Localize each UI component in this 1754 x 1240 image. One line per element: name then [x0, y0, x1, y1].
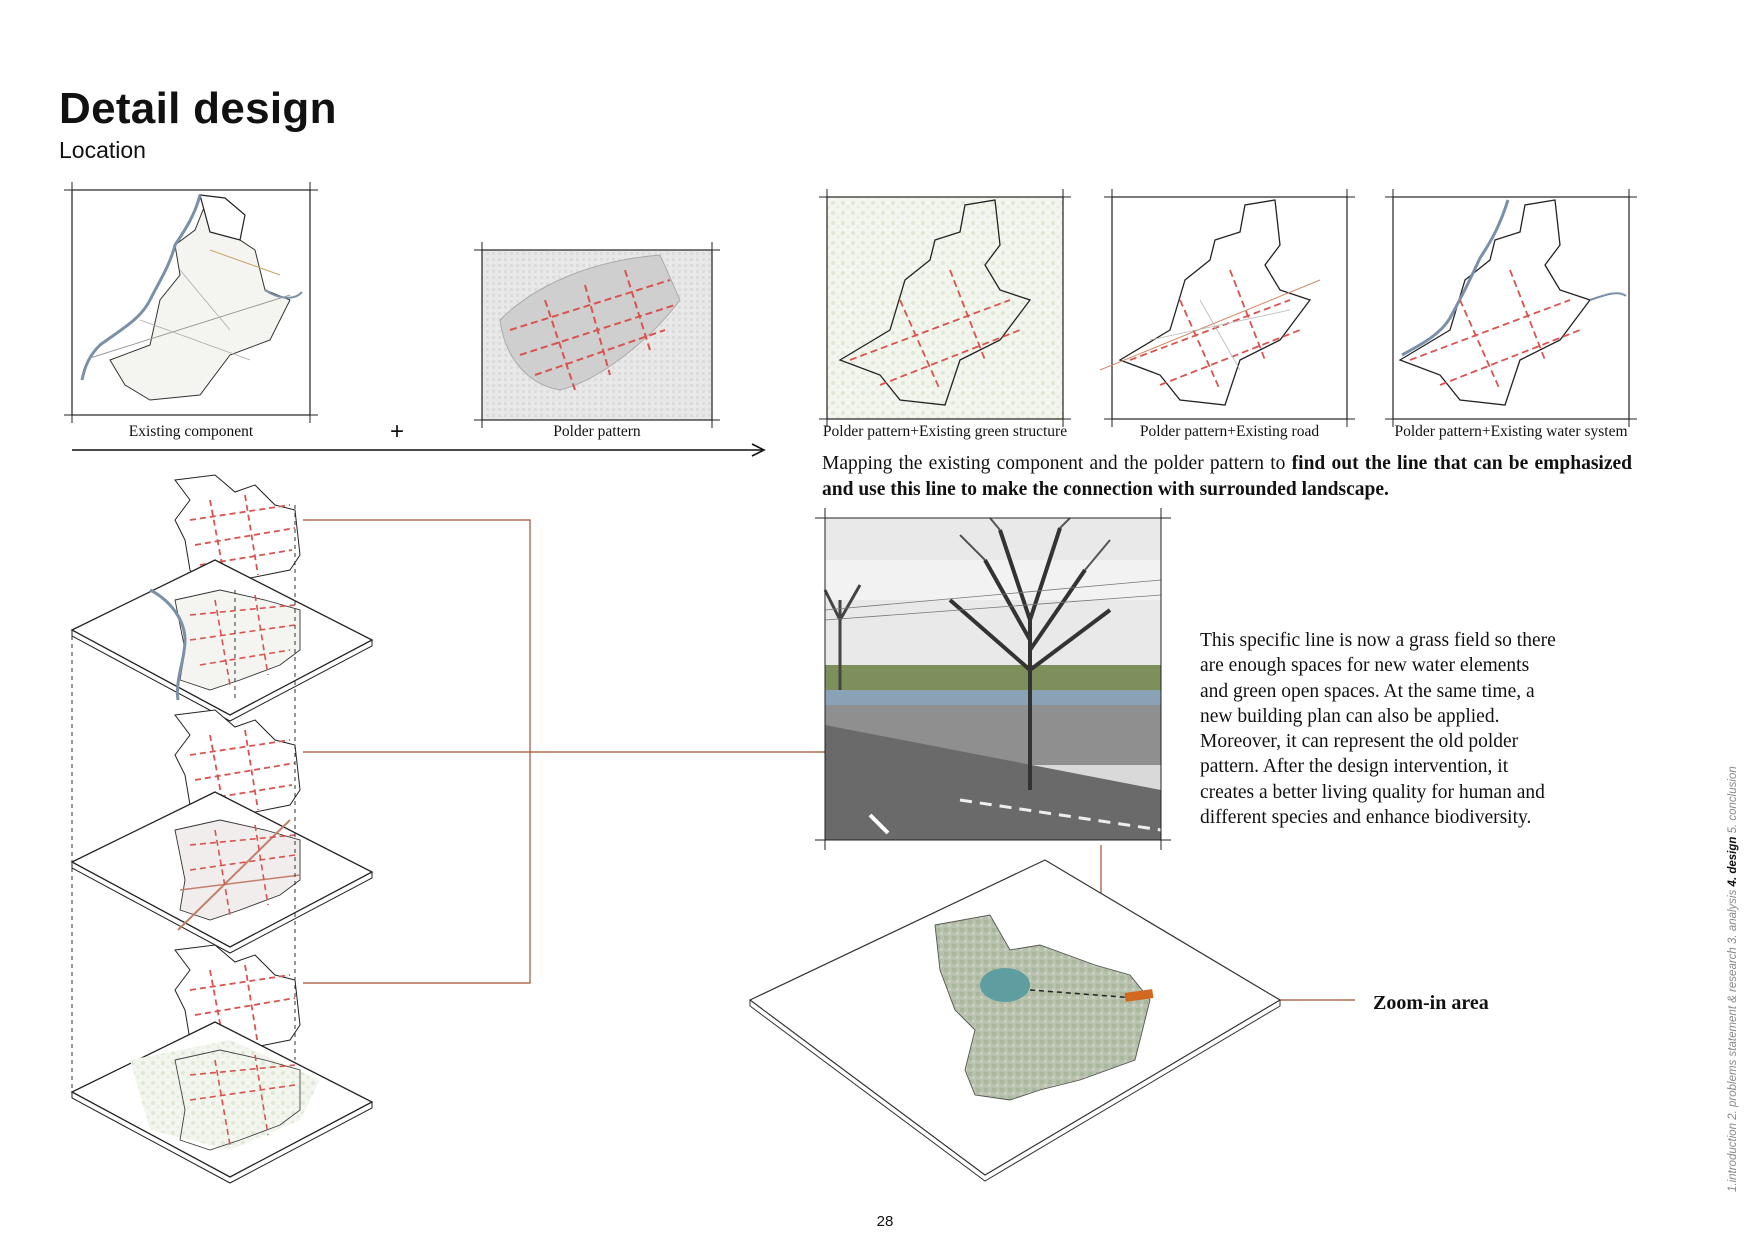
- mapping-text-plain: Mapping the existing component and the polder pattern to: [822, 453, 1292, 474]
- overlay-road-map: [1100, 189, 1355, 427]
- chapter-navigation: [1727, 766, 1739, 1192]
- existing-component-map: [64, 182, 318, 423]
- exploded-axonometric-stack: [72, 475, 372, 1183]
- plus-sign: +: [390, 418, 405, 445]
- nav-item-analysis[interactable]: 3. analysis: [1727, 886, 1739, 944]
- stack-layer-road: [72, 792, 372, 953]
- page-subtitle: Location: [59, 137, 146, 163]
- description-paragraph: This specific line is now a grass field so there are enough spaces for new water elements and green open spaces. At the same time, a new building plan can also be applied. Moreover, it can represent the old polder pattern. After the design intervention, it creates a better living quality for human and different species and enhance biodiversity.: [1200, 630, 1556, 829]
- overlay-road-caption: Polder pattern+Existing road: [1139, 423, 1320, 440]
- overlay-water-map: [1385, 189, 1637, 427]
- page-title: Detail design: [59, 84, 337, 133]
- stack-layer-water: [72, 560, 372, 721]
- axonometric-site-plan: [750, 860, 1280, 1181]
- nav-item-design[interactable]: 4. design: [1727, 833, 1739, 887]
- overlay-green-caption: Polder pattern+Existing green structure: [822, 423, 1068, 440]
- nav-item-introduction[interactable]: 1.introduction: [1727, 1119, 1739, 1192]
- nav-item-problems[interactable]: 2. problems statement & research: [1727, 943, 1739, 1120]
- page-number: 28: [876, 1213, 894, 1230]
- polder-pattern-map: [474, 242, 720, 428]
- polder-pattern-caption: Polder pattern: [553, 423, 641, 440]
- overlay-water-caption: Polder pattern+Existing water system: [1394, 423, 1628, 440]
- site-photo: [815, 508, 1171, 850]
- stack-layer-green: [72, 1022, 372, 1183]
- mapping-text-bold: find out the line that can be emphasized and use this line to make the connection with surrounded landscape.: [822, 453, 1632, 500]
- zoom-in-label: Zoom-in area: [1373, 992, 1489, 1014]
- existing-component-caption: Existing component: [128, 423, 254, 440]
- overlay-green-map: [819, 189, 1071, 427]
- mapping-paragraph: [822, 451, 1632, 503]
- nav-item-conclusion[interactable]: 5. conclusion: [1727, 766, 1739, 834]
